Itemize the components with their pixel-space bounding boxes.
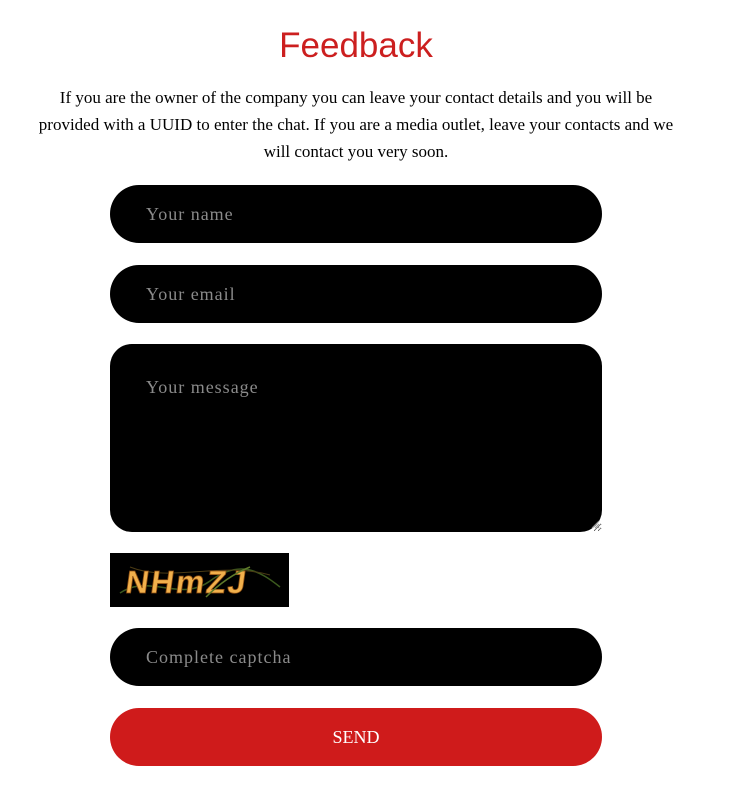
- resize-handle-icon[interactable]: [590, 519, 600, 529]
- captcha-text: NHmZJ: [123, 564, 251, 600]
- captcha-image: [110, 553, 289, 607]
- send-button[interactable]: SEND: [110, 708, 602, 766]
- page-title: Feedback: [279, 26, 433, 65]
- message-textarea[interactable]: [110, 344, 602, 532]
- email-input[interactable]: [110, 265, 602, 323]
- intro-text: If you are the owner of the company you can leave your contact details and you will be provided with a UUID to enter the chat. If you are a media outlet, leave your contacts and we will contact you very soon.: [38, 88, 674, 161]
- captcha-input[interactable]: [110, 628, 602, 686]
- name-input[interactable]: [110, 185, 602, 243]
